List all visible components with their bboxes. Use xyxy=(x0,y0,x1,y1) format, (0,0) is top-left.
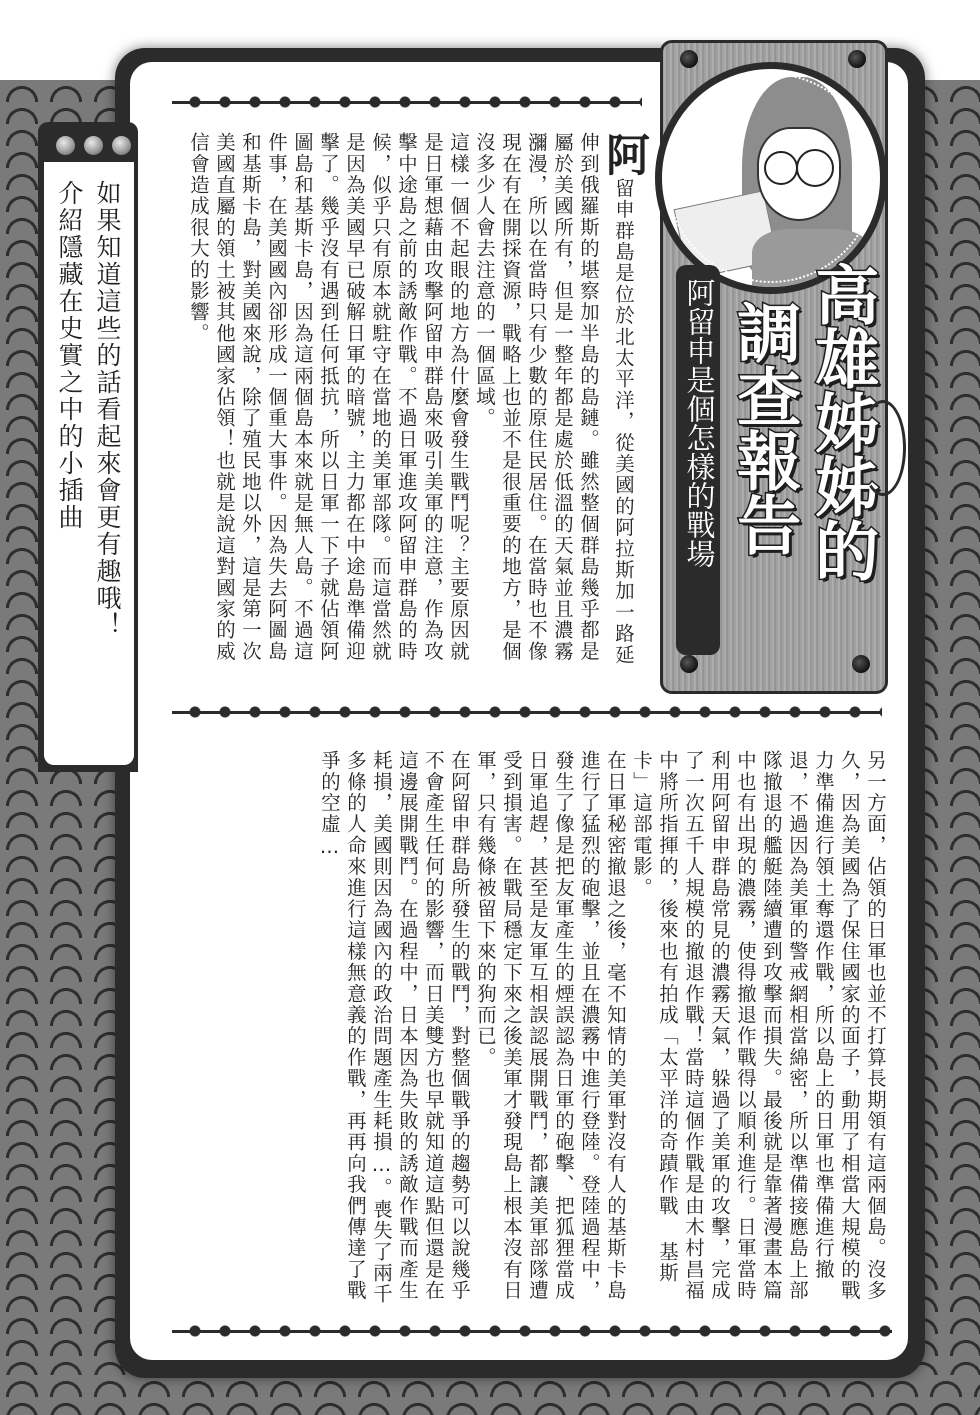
screw-icon xyxy=(680,655,698,673)
chain-divider-middle xyxy=(172,705,882,719)
dot-icon xyxy=(112,136,131,155)
page-title-line1: 高雄姊姊的 xyxy=(804,262,879,582)
screw-icon xyxy=(680,50,698,68)
side-description: 介紹隱藏在史實之中的小插曲 xyxy=(55,180,84,531)
drop-cap: 阿 xyxy=(598,132,649,178)
side-tab-dots xyxy=(56,136,131,155)
portrait-ring xyxy=(666,73,876,283)
article-bottom xyxy=(316,750,888,1310)
article-paragraph: 這樣一個不起眼的地方為什麼會發生戰鬥呢？主要原因就是日軍想藉由攻擊阿留申群島來吸引美軍的注意，作為攻擊中途島之前的誘敵作戰。不過日軍進攻阿留申群島的時候，似乎只有原本就駐守在當地的美軍部隊。而這當然就是因為美國早已破解日軍的暗號，主力都在中途島準備迎擊了。幾乎沒有遇到任何抵抗，所以日軍一下子就佔領阿圖島和基斯卡島，因為這兩個島本來就是無人島。不過這件事，在美國國內卻形成一個重大事件。因為失去阿圖島和基斯卡島，對美國來說，除了殖民地以外，這是第一次美國直屬的領土被其他國家佔領！也就是說這對國家的威信會造成很大的影響。 xyxy=(187,132,470,662)
article-paragraph: 在阿留申群島所發生的戰鬥，對整個戰爭的趨勢可以說幾乎不會產生任何的影響，而日美雙方也早就知道這點但還是在這邊展開戰鬥。在過程中，日本因為失敗的誘敵作戰而產生耗損，美國則因為國內的政治問題產生耗損…。喪失了兩千多條的人命來進行這樣無意義的作戰，再再向我們傳達了戰爭的空虛… xyxy=(318,750,471,1305)
character-portrait xyxy=(655,62,887,294)
page-subtitle: 阿留申是個怎樣的戰場 xyxy=(682,278,717,568)
screw-icon xyxy=(852,655,870,673)
article-paragraph xyxy=(471,132,649,672)
article-paragraph: 在日軍秘密撤退之後，毫不知情的美軍對沒有人的基斯卡島進行了猛烈的砲擊，並且在濃霧中進行登陸。登陸過程中，發生了像是把友軍產生的煙誤認為日軍的砲擊、把狐狸當成日軍追趕，甚至是友軍互相誤認展開戰鬥，都讓美軍部隊遭受到損害。在戰局穩定下來之後美軍才發現島上根本沒有日軍，只有幾條被留下來的狗而已。 xyxy=(474,750,627,1302)
curl-decoration xyxy=(860,400,906,496)
screw-icon xyxy=(848,50,866,68)
dot-icon xyxy=(56,136,75,155)
chain-divider-top xyxy=(172,95,642,109)
chain-divider-bottom xyxy=(172,1324,892,1338)
article-paragraph: 另一方面，佔領的日軍也並不打算長期領有這兩個島。沒多久，因為美國為了保住國家的面子，動用了相當大規模的戰力準備進行領土奪還作戰，所以島上的日軍也準備進行撤退，不過因為美軍的警戒網相當綿密，所以準備接應島上部隊撤退的艦艇陸續遭到攻擊而損失。最後就是靠著漫畫本篇中也有出現的濃霧，使得撤退作戰得以順利進行。日軍當時利用阿留申群島常見的濃霧天氣，躲過了美軍的攻擊，完成了一次五千人規模的撤退作戰！當時這個作戰是由木村昌福中將所指揮的，後來也有拍成「太平洋的奇蹟作戰 基斯卡」這部電影。 xyxy=(630,750,887,1302)
wave-pattern-bottom xyxy=(0,1375,980,1415)
side-tagline: 如果知道這些的話看起來會更有趣哦！ xyxy=(93,180,122,639)
paragraph-text: 留申群島是位於北太平洋，從美國的阿拉斯加一路延伸到俄羅斯的堪察加半島的島鏈。雖然整個群島幾乎都是屬於美國所有，但是一整年都是處於低溫的天氣並且濃霧瀰漫，所以在當時只有少數的原住民居住。在當時也不像現在有在開採資源，戰略上也並不是很重要的地方，是個沒多少人會去注意的一個區域。 xyxy=(473,132,635,666)
dot-icon xyxy=(84,136,103,155)
article-top xyxy=(185,132,649,672)
page-title-line2: 調查報告 xyxy=(726,300,801,556)
